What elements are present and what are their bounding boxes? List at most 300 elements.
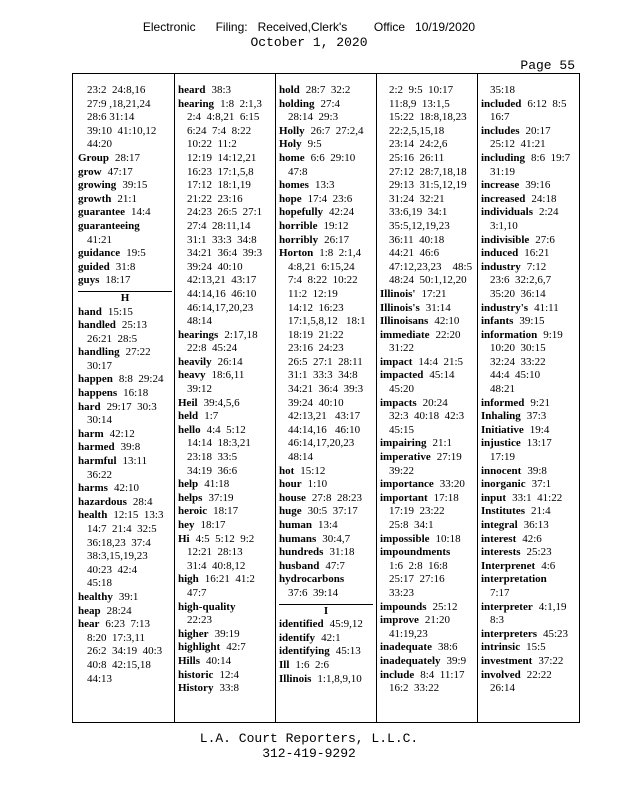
page-line-refs: 24:23 26:5 27:1 [187,206,263,219]
index-entry [178,424,272,438]
index-headword: hold [279,84,300,96]
page-line-refs: 14:4 21:5 [418,355,464,368]
index-entry [380,641,475,655]
page-line-refs: 28:4 [132,495,153,508]
page-line-refs: 47:8 [288,165,308,178]
index-entry [481,533,576,547]
index-entry [481,152,576,166]
index-entry [178,533,272,547]
index-headword: hopefully [279,206,324,219]
index-entry [481,125,576,139]
index-headword: heard [178,84,206,96]
index-headword: Illinoisans [380,315,429,328]
index-headword: horribly [279,233,319,246]
index-headword: Illinois [279,672,312,685]
page-line-refs: 10:20 30:15 [490,342,546,355]
index-headword: handled [78,319,116,332]
index-headword: hello [178,423,201,436]
index-headword: Hi [178,532,190,545]
page-line-refs: 4:5 5:12 9:2 [195,532,255,545]
page-line-refs: 40:14 [206,654,232,667]
page-line-refs: 18:19 21:22 [288,328,344,341]
page-line-refs: 21:20 [424,614,450,627]
index-entry [481,641,576,655]
page-line-refs: 26:14 [490,682,516,695]
page-line-refs: 6:24 7:4 8:22 [187,124,252,137]
index-headword: immediate [380,328,430,341]
index-entry [481,410,576,424]
page-line-refs: 17:12 18:1,19 [187,179,251,192]
page-line-refs: 44:21 46:6 [389,247,440,260]
index-entry [380,669,475,683]
index-entry [279,220,373,234]
index-entry [279,546,373,560]
page-line-refs: 45:20 [389,383,415,396]
page-line-refs: 37:1 [531,478,552,491]
index-entry [78,319,172,333]
page-line-refs: 30:5 37:17 [307,505,358,518]
index-headword: impacted [380,369,424,382]
page-line-refs: 14:7 21:4 32:5 [87,523,157,535]
index-entry [178,519,272,533]
index-entry [481,206,576,220]
page-line-refs: 14:4 [131,206,151,219]
page-line-refs: 15:22 18:8,18,23 [389,111,467,124]
index-headword: included [481,97,522,110]
page-line-refs: 17:1,5,8,12 18:1 [288,315,366,328]
index-headword: impoundments [380,546,451,559]
index-headword: History [178,682,214,695]
page-number: Page 55 [520,58,575,73]
index-entry [279,465,373,479]
page-line-refs: 42:7 [226,641,246,654]
index-headword: identify [279,631,316,644]
page-line-refs: 44:4 45:10 [490,369,541,382]
page-line-refs: 6:23 7:13 [105,618,151,631]
index-entry [279,84,373,98]
page-line-refs: 1:7 [204,410,219,423]
index-headword: hazardous [78,495,127,508]
index-entry [279,645,373,659]
index-headword: Initiative [481,423,524,436]
filing-stamp: Electronic Filing: Received,Clerk's Office 10/19/2020 [142,20,476,34]
index-entry [481,193,576,207]
page-line-refs: 42:13,21 43:17 [187,274,257,287]
page-line-refs: 27:4 28:11,14 [187,219,251,232]
page-line-refs: 27:6 [535,233,555,246]
page-line-refs: 11:8,9 13:1,5 [389,97,450,110]
page-line-refs: 16:23 17:1,5,8 [187,165,254,178]
page-line-refs: 25:8 34:1 [389,519,434,531]
page-line-refs: 33:6,19 34:1 [389,206,448,219]
page-line-refs: 37:19 [208,491,234,504]
page-line-refs: 39:15 [519,315,545,328]
page-line-refs: 23:2 24:8,16 [87,84,146,96]
page-line-refs: 39:24 40:10 [187,260,243,273]
page-line-refs: 45:14 [429,369,455,382]
page-line-refs: 44:13 [87,672,113,685]
index-headword: homes [279,179,309,192]
page-line-refs: 31:8 [115,260,136,273]
index-headword: industry's [481,301,529,314]
page-line-refs: 42:1 [321,631,341,644]
page-line-refs: 13:17 [526,437,552,450]
index-headword: interpreter [481,600,533,613]
page-line-refs: 27:4 [320,97,341,110]
index-entry [481,397,576,411]
index-headword: interests [481,546,521,559]
column-divider [275,74,276,722]
index-entry [481,560,576,574]
page-line-refs: 16:21 [524,247,550,260]
index-headword: impact [380,355,413,368]
index-headword: highlight [178,641,221,654]
page-line-refs: 19:12 [323,219,349,232]
page-line-refs: 25:13 [121,319,147,332]
index-headword: help [178,478,199,491]
page-line-refs: 17:19 [490,451,516,464]
page-line-refs: 9:19 [543,328,563,341]
index-headword: harmful [78,455,117,468]
page-line-refs: 38:3,15,19,23 [87,550,148,563]
page-line-refs: 39:12 [187,383,213,396]
index-entry [380,614,475,628]
page-line-refs: 25:12 [432,600,458,613]
page-line-refs: 12:15 13:3 [113,509,164,522]
page-line-refs: 36:22 [87,468,113,481]
page-line-refs: 46:14,17,20,23 [187,301,254,314]
page-line-refs: 37:3 [526,410,547,423]
index-entry [279,247,373,261]
page-line-refs: 21:1 [432,437,453,450]
page-line-refs: 10:22 11:2 [187,138,237,151]
page-line-refs: 42:24 [329,206,355,219]
page-line-refs: 42:10 [113,482,140,495]
page-line-refs: 16:2 33:22 [389,682,440,695]
index-entry [481,302,576,316]
page-line-refs: 28:17 [114,151,141,164]
index-headword: induced [481,247,519,260]
index-entry [481,315,576,329]
index-headword: high [178,573,199,586]
page-line-refs: 14:12 16:23 [288,301,344,314]
page-line-refs: 34:21 36:4 39:3 [187,247,263,260]
index-headword: industry [481,260,521,273]
index-entry [78,428,172,442]
index-headword: horrible [279,219,318,232]
index-headword: grow [78,165,102,178]
index-entry [78,206,172,220]
page-line-refs: 25:17 27:16 [389,573,445,586]
index-entry [481,424,576,438]
page-line-refs: 28:7 32:2 [305,84,351,96]
index-entry [380,315,475,329]
page-line-refs: 39:15 [122,179,148,192]
index-headword: harmed [78,441,115,454]
index-headword: innocent [481,464,522,477]
page-line-refs: 9:21 [530,396,550,409]
index-entry [78,605,172,619]
index-entry [78,193,172,207]
index-entry [78,373,172,387]
page-line-refs: 4:6 [541,559,556,572]
index-headword: inorganic [481,478,526,491]
index-headword: hear [78,618,100,631]
index-column-3 [279,84,373,686]
index-entry [380,601,475,615]
page-line-refs: 29:13 31:5,12,19 [389,179,467,192]
page-line-refs: 18:6,11 [211,369,245,382]
index-entry [481,437,576,451]
page-line-refs: 2:4 4:8,21 6:15 [187,111,260,124]
page-line-refs: 8:3 [490,614,505,627]
page-line-refs: 10:18 [435,532,461,545]
page-line-refs: 19:5 [126,247,146,260]
page-line-refs: 13:11 [122,455,148,468]
index-headword: human [279,519,313,531]
index-headword: Illinois' [380,287,416,300]
page-line-refs: 33:20 [439,478,465,491]
index-headword: importance [380,478,434,491]
index-entry [279,206,373,220]
index-headword: interpretation [481,573,547,586]
index-entry [380,546,475,560]
page-line-refs: 22:23 [187,614,213,627]
index-entry [178,573,272,587]
index-entry [279,125,373,139]
index-headword: hearing [178,97,215,110]
page-line-refs: 31:18 [329,546,355,559]
page-line-refs: 17:21 [421,287,447,300]
index-headword: injustice [481,437,521,450]
index-headword: health [78,509,108,522]
index-headword: Hills [178,654,201,667]
page-line-refs: 7:17 [490,586,510,599]
index-entry [380,437,475,451]
index-headword: important [380,491,428,504]
index-headword: hand [78,305,102,318]
index-entry [178,492,272,506]
page-line-refs: 47:7 [325,559,345,572]
index-headword: historic [178,668,214,681]
index-entry [481,478,576,492]
page-line-refs: 2:2 9:5 10:17 [389,84,454,96]
page-line-refs: 33:23 [389,586,415,599]
page-line-refs: 1:6 2:8 16:8 [389,559,448,572]
page-line-refs: 39:16 [525,179,551,192]
index-entry [481,505,576,519]
page-line-refs: 48:21 [490,383,516,396]
page-line-refs: 28:6 31:14 [87,111,135,124]
index-headword: informed [481,396,525,409]
page-line-refs: 27:9 ,18,21,24 [87,97,151,110]
index-entry [78,261,172,275]
index-entry [380,302,475,316]
index-column-4 [380,84,475,696]
index-column-2 [178,84,272,696]
page-line-refs: 26:5 27:1 28:11 [288,355,363,368]
page-line-refs: 32:3 40:18 42:3 [389,410,465,423]
page-line-refs: 27:8 28:23 [311,491,363,504]
index-entry [178,601,272,615]
page-line-refs: 4:8,21 6:15,24 [288,260,355,273]
page-line-refs: 30:17 [87,359,113,372]
index-entry [78,179,172,193]
index-headword: impossible [380,532,430,545]
page-line-refs: 11:2 12:19 [288,287,338,300]
page-line-refs: 32:24 33:22 [490,355,546,368]
index-headword: impairing [380,437,427,450]
page-line-refs: 25:23 [526,546,552,559]
page-line-refs: 45:13 [335,645,361,658]
page-line-refs: 35:18 [490,84,516,96]
page-line-refs: 6:12 8:5 [527,97,567,110]
index-headword: hearings [178,328,219,341]
index-headword: hot [279,464,295,477]
column-divider [477,74,478,722]
index-headword: infants [481,315,514,328]
index-entry [481,465,576,479]
page-line-refs: 30:14 [87,414,113,427]
page-line-refs: 31:19 [490,165,516,178]
index-entry [78,166,172,180]
index-headword: house [279,491,306,504]
page-line-refs: 17:18 [433,491,459,504]
page-line-refs: 46:14,17,20,23 [288,437,355,450]
index-headword: involved [481,668,521,681]
index-entry [481,546,576,560]
index-entry [481,573,576,587]
page-line-refs: 41:19,23 [389,627,428,640]
index-entry [178,478,272,492]
index-headword: helps [178,491,203,504]
index-headword: input [481,491,507,504]
page-line-refs: 27:12 28:7,18,18 [389,165,467,178]
index-headword: happen [78,373,113,386]
page-line-refs: 36:18,23 37:4 [87,536,151,549]
page-line-refs: 26:21 28:5 [87,332,138,345]
page-line-refs: 30:4,7 [322,532,351,545]
page-line-refs: 22:20 [435,328,461,341]
index-headword: hey [178,519,195,531]
page-line-refs: 17:4 23:6 [307,192,353,205]
index-entry [279,138,373,152]
page-line-refs: 18:17 [200,519,226,531]
index-headword: guys [78,274,100,287]
index-entry [78,247,172,261]
index-headword: guarantee [78,206,126,219]
page-line-refs: 24:18 [531,192,557,205]
page-line-refs: 45:9,12 [329,618,363,631]
index-headword: Horton [279,247,314,260]
page-line-refs: 12:4 [219,668,240,681]
index-entry [279,632,373,646]
index-headword: husband [279,559,320,572]
index-headword: interest [481,532,517,545]
page-line-refs: 31:4 40:8,12 [187,559,246,572]
index-headword: identified [279,618,324,631]
index-headword: guidance [78,247,121,260]
page-line-refs: 23:16 24:23 [288,342,344,355]
index-headword: Group [78,151,109,164]
index-entry [78,496,172,510]
index-entry [279,492,373,506]
index-headword: hundreds [279,546,324,559]
page-line-refs: 44:20 [87,138,113,151]
index-headword: harms [78,482,108,495]
index-headword: Illinois's [380,301,420,314]
page-line-refs: 39:19 [214,627,240,640]
page-line-refs: 23:14 24:2,6 [389,138,448,151]
reporter-name: L.A. Court Reporters, L.L.C. [199,731,419,746]
page-line-refs: 34:19 36:6 [187,464,238,477]
page-line-refs: 36:11 40:18 [389,233,445,246]
index-entry [78,509,172,523]
page-line-refs: 33:1 41:22 [512,491,563,504]
page-line-refs: 29:17 30:3 [106,400,157,413]
index-entry [380,478,475,492]
page-line-refs: 15:15 [107,305,133,318]
index-entry [178,98,272,112]
index-entry [481,234,576,248]
page-line-refs: 1:8 2:1,4 [319,247,362,260]
index-entry [78,482,172,496]
index-entry [481,179,576,193]
index-entry [481,655,576,669]
page-line-refs: 39:9 [446,654,467,667]
index-entry [279,560,373,574]
index-headword: inadequately [380,654,441,667]
page-line-refs: 39:22 [389,464,415,477]
index-entry [481,669,576,683]
index-headword: hour [279,478,302,491]
page-line-refs: 26:2 34:19 40:3 [87,645,163,658]
index-entry [380,451,475,465]
index-headword: high-quality [178,600,236,613]
index-entry [78,455,172,469]
page-line-refs: 28:14 29:3 [288,111,339,124]
page-line-refs: 26:7 27:2,4 [310,124,364,137]
page-line-refs: 23:18 33:5 [187,451,238,464]
index-entry [481,247,576,261]
index-headword: individuals [481,206,533,219]
page-line-refs: 48:14 [187,315,213,328]
page-line-refs: 28:24 [106,604,132,617]
page-line-refs: 12:21 28:13 [187,546,243,559]
page-line-refs: 1:10 [307,478,328,491]
page-line-refs: 16:7 [490,111,510,124]
page-line-refs: 35:20 36:14 [490,287,546,300]
page-line-refs: 26:17 [324,233,350,246]
index-headword: huge [279,505,302,518]
index-entry [279,573,373,587]
index-headword: indivisible [481,233,530,246]
page-line-refs: 34:21 36:4 39:3 [288,383,364,396]
index-column-1 [78,84,172,686]
index-entry [178,397,272,411]
index-headword: Interprenet [481,559,536,572]
page-line-refs: 42:12 [109,427,135,440]
index-frame [72,73,580,723]
index-entry [178,369,272,383]
page-line-refs: 8:6 19:7 [531,151,571,164]
page-line-refs: 8:20 17:3,11 [87,631,145,644]
page-line-refs: 44:14,16 46:10 [288,423,361,436]
page-line-refs: 1:1,8,9,10 [317,672,362,685]
index-entry [78,306,172,320]
index-headword: heroic [178,505,208,518]
index-headword: include [380,668,415,681]
